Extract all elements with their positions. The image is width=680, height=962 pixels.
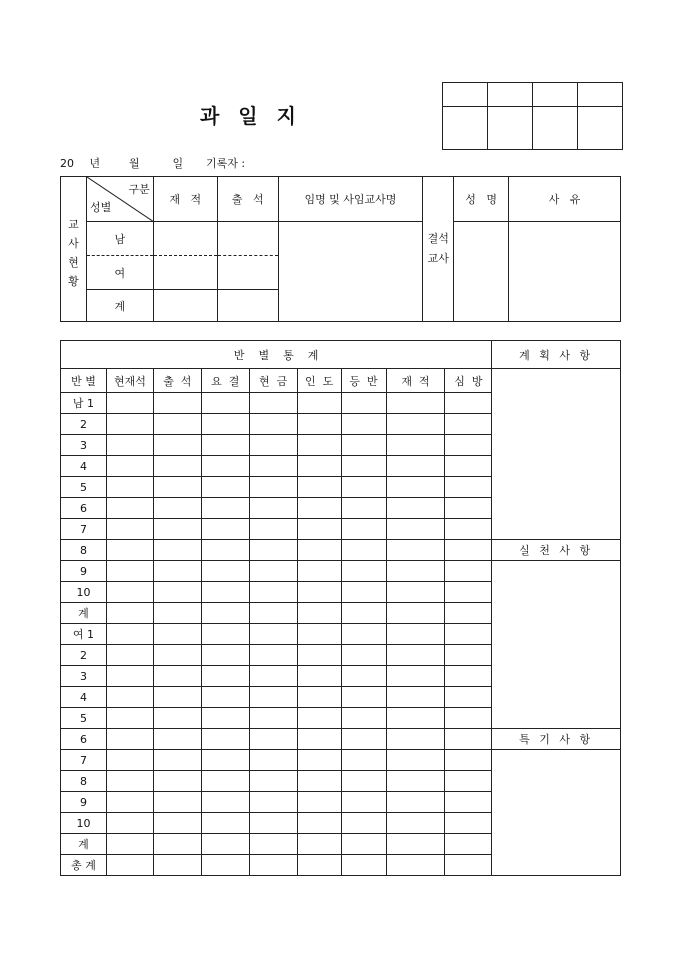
data-cell[interactable] [249,603,297,624]
row-label: 총 계 [61,855,107,876]
data-cell[interactable] [341,792,386,813]
data-cell[interactable] [153,498,201,519]
data-cell[interactable] [106,561,153,582]
data-cell[interactable] [341,414,386,435]
data-cell[interactable] [445,792,492,813]
data-cell[interactable] [386,750,445,771]
data-cell[interactable] [153,687,201,708]
data-cell[interactable] [386,456,445,477]
data-cell[interactable] [445,687,492,708]
data-cell[interactable] [386,729,445,750]
data-cell[interactable] [341,666,386,687]
appointment-cell[interactable] [278,222,423,322]
data-cell[interactable] [249,498,297,519]
data-cell[interactable] [445,498,492,519]
header-enrolled: 재 적 [153,177,217,222]
data-cell[interactable] [297,603,341,624]
data-cell[interactable] [297,771,341,792]
table-row [61,729,621,750]
data-cell[interactable] [201,708,249,729]
row-label: 4 [61,687,107,708]
data-cell[interactable] [341,540,386,561]
row-label: 2 [61,414,107,435]
day-label: 일 [172,157,184,170]
data-cell[interactable] [201,477,249,498]
data-cell[interactable] [201,393,249,414]
data-cell[interactable] [201,519,249,540]
data-cell[interactable] [297,414,341,435]
data-cell[interactable] [445,561,492,582]
data-cell[interactable] [106,456,153,477]
data-cell[interactable] [386,855,445,876]
data-cell[interactable] [386,435,445,456]
data-cell[interactable] [249,624,297,645]
data-cell[interactable] [153,813,201,834]
column-header: 등 반 [341,369,386,393]
row-label: 계 [61,834,107,855]
teacher-status-label [61,177,87,322]
data-cell[interactable] [297,813,341,834]
data-cell[interactable] [445,540,492,561]
data-cell[interactable] [297,666,341,687]
data-cell[interactable] [106,855,153,876]
data-cell[interactable] [106,414,153,435]
column-header: 심 방 [445,369,492,393]
data-cell[interactable] [249,771,297,792]
data-cell[interactable] [297,582,341,603]
row-label-female: 여 [86,256,153,290]
row-label: 9 [61,792,107,813]
data-cell[interactable] [386,834,445,855]
page-title: 과 일 지 [200,104,302,128]
data-cell[interactable] [249,708,297,729]
data-cell[interactable] [445,477,492,498]
approval-cell[interactable] [578,107,623,150]
data-cell[interactable] [249,477,297,498]
row-label: 7 [61,750,107,771]
date-line [60,155,245,171]
absent-line: 교사 [427,252,449,265]
data-cell[interactable] [386,645,445,666]
row-label: 10 [61,582,107,603]
table-row [61,540,621,561]
header-reason: 사 유 [509,177,621,222]
data-cell[interactable] [201,582,249,603]
data-cell[interactable] [249,855,297,876]
data-cell[interactable] [249,813,297,834]
data-cell[interactable] [249,561,297,582]
row-label: 3 [61,435,107,456]
data-cell[interactable] [249,414,297,435]
practice-section-body[interactable] [492,561,621,729]
data-cell[interactable] [106,729,153,750]
row-label-total: 계 [86,290,153,322]
data-cell[interactable] [297,792,341,813]
data-cell[interactable] [386,687,445,708]
data-cell[interactable] [106,792,153,813]
data-cell[interactable] [386,540,445,561]
data-cell[interactable] [386,519,445,540]
data-cell[interactable] [153,540,201,561]
data-cell[interactable] [297,561,341,582]
data-cell[interactable] [297,540,341,561]
class-stats-table [60,340,621,876]
column-header: 요 결 [201,369,249,393]
data-cell[interactable] [249,582,297,603]
data-cell[interactable] [153,477,201,498]
data-cell[interactable] [106,519,153,540]
data-cell[interactable] [386,477,445,498]
data-cell[interactable] [201,603,249,624]
cell[interactable] [153,222,217,256]
data-cell[interactable] [341,603,386,624]
data-cell[interactable] [341,729,386,750]
data-cell[interactable] [106,687,153,708]
data-cell[interactable] [249,435,297,456]
side-char: 현 [68,256,79,269]
data-cell[interactable] [201,561,249,582]
data-cell[interactable] [249,666,297,687]
data-cell[interactable] [201,645,249,666]
data-cell[interactable] [106,708,153,729]
data-cell[interactable] [153,435,201,456]
column-header: 반 별 [61,369,107,393]
data-cell[interactable] [341,624,386,645]
side-char: 사 [68,237,79,250]
column-header: 재 적 [386,369,445,393]
data-cell[interactable] [297,708,341,729]
data-cell[interactable] [249,456,297,477]
data-cell[interactable] [201,624,249,645]
data-cell[interactable] [341,750,386,771]
row-label: 5 [61,477,107,498]
data-cell[interactable] [106,393,153,414]
data-cell[interactable] [153,414,201,435]
data-cell[interactable] [153,855,201,876]
data-cell[interactable] [445,813,492,834]
data-cell[interactable] [297,498,341,519]
year-prefix: 20 [60,157,74,170]
approval-cell[interactable] [488,107,533,150]
data-cell[interactable] [386,708,445,729]
data-cell[interactable] [445,645,492,666]
data-cell[interactable] [297,855,341,876]
data-cell[interactable] [249,687,297,708]
data-cell[interactable] [445,708,492,729]
column-header: 현 금 [249,369,297,393]
approval-cell[interactable] [533,107,578,150]
data-cell[interactable] [201,813,249,834]
data-cell[interactable] [249,393,297,414]
data-cell[interactable] [445,771,492,792]
data-cell[interactable] [201,666,249,687]
data-cell[interactable] [249,540,297,561]
corner-bottom-label: 성별 [89,201,112,214]
data-cell[interactable] [386,498,445,519]
table-row [61,750,621,771]
data-cell[interactable] [201,456,249,477]
data-cell[interactable] [386,813,445,834]
data-cell[interactable] [445,750,492,771]
corner-header [86,177,153,222]
corner-top-label: 구분 [128,183,150,196]
data-cell[interactable] [106,813,153,834]
row-label: 5 [61,708,107,729]
data-cell[interactable] [106,666,153,687]
plan-section-body[interactable] [492,369,621,540]
data-cell[interactable] [153,456,201,477]
data-cell[interactable] [249,834,297,855]
data-cell[interactable] [153,519,201,540]
name-cell[interactable] [454,222,509,322]
row-label: 7 [61,519,107,540]
notes-section-header: 특 기 사 항 [492,729,621,750]
data-cell[interactable] [297,834,341,855]
data-cell[interactable] [341,855,386,876]
column-header: 출 석 [153,369,201,393]
row-label: 8 [61,540,107,561]
data-cell[interactable] [201,855,249,876]
data-cell[interactable] [445,414,492,435]
plan-section-header: 계 획 사 항 [492,341,621,369]
data-cell[interactable] [445,582,492,603]
data-cell[interactable] [106,582,153,603]
data-cell[interactable] [153,708,201,729]
data-cell[interactable] [386,414,445,435]
data-cell[interactable] [297,624,341,645]
cell[interactable] [217,290,278,322]
data-cell[interactable] [249,750,297,771]
data-cell[interactable] [341,456,386,477]
year-label: 년 [89,157,101,170]
data-cell[interactable] [341,498,386,519]
data-cell[interactable] [201,435,249,456]
data-cell[interactable] [106,477,153,498]
data-cell[interactable] [386,666,445,687]
data-cell[interactable] [297,519,341,540]
approval-cell[interactable] [443,107,488,150]
row-label: 여 1 [61,624,107,645]
data-cell[interactable] [106,603,153,624]
row-label: 2 [61,645,107,666]
data-cell[interactable] [341,687,386,708]
data-cell[interactable] [341,708,386,729]
column-header: 현재석 [106,369,153,393]
data-cell[interactable] [297,750,341,771]
data-cell[interactable] [153,834,201,855]
data-cell[interactable] [341,645,386,666]
data-cell[interactable] [106,834,153,855]
data-cell[interactable] [445,603,492,624]
data-cell[interactable] [153,750,201,771]
data-cell[interactable] [297,645,341,666]
data-cell[interactable] [445,456,492,477]
data-cell[interactable] [341,477,386,498]
data-cell[interactable] [249,519,297,540]
data-cell[interactable] [445,435,492,456]
data-cell[interactable] [386,393,445,414]
data-cell[interactable] [106,750,153,771]
data-cell[interactable] [341,813,386,834]
row-label: 3 [61,666,107,687]
data-cell[interactable] [297,393,341,414]
row-label: 6 [61,729,107,750]
data-cell[interactable] [106,771,153,792]
reason-cell[interactable] [509,222,621,322]
row-label: 4 [61,456,107,477]
data-cell[interactable] [297,687,341,708]
data-cell[interactable] [153,582,201,603]
data-cell[interactable] [249,729,297,750]
data-cell[interactable] [297,477,341,498]
approval-cell[interactable] [443,83,488,107]
data-cell[interactable] [445,393,492,414]
data-cell[interactable] [201,834,249,855]
header-name: 성 명 [454,177,509,222]
approval-cell[interactable] [578,83,623,107]
data-cell[interactable] [153,645,201,666]
data-cell[interactable] [106,645,153,666]
notes-section-body[interactable] [492,750,621,876]
data-cell[interactable] [445,855,492,876]
row-label: 계 [61,603,107,624]
data-cell[interactable] [445,834,492,855]
header-appointment: 임명 및 사임교사명 [278,177,423,222]
data-cell[interactable] [106,624,153,645]
data-cell[interactable] [297,435,341,456]
data-cell[interactable] [201,498,249,519]
data-cell[interactable] [153,624,201,645]
data-cell[interactable] [153,666,201,687]
table-row [61,561,621,582]
data-cell[interactable] [153,561,201,582]
data-cell[interactable] [106,435,153,456]
row-label: 남 1 [61,393,107,414]
column-header: 인 도 [297,369,341,393]
class-stats-title: 반 별 통 계 [61,341,492,369]
data-cell[interactable] [153,603,201,624]
teacher-status-table [60,176,621,322]
cell[interactable] [153,256,217,290]
header-attendance: 출 석 [217,177,278,222]
data-cell[interactable] [386,792,445,813]
data-cell[interactable] [386,561,445,582]
data-cell[interactable] [153,393,201,414]
data-cell[interactable] [201,414,249,435]
data-cell[interactable] [249,792,297,813]
data-cell[interactable] [201,771,249,792]
data-cell[interactable] [106,540,153,561]
cell[interactable] [153,290,217,322]
data-cell[interactable] [341,435,386,456]
data-cell[interactable] [201,540,249,561]
side-char: 황 [68,275,79,288]
month-label: 월 [129,157,140,170]
row-label: 9 [61,561,107,582]
data-cell[interactable] [445,729,492,750]
row-label-male: 남 [86,222,153,256]
data-cell[interactable] [153,792,201,813]
approval-cell[interactable] [488,83,533,107]
data-cell[interactable] [341,561,386,582]
approval-cell[interactable] [533,83,578,107]
row-label: 8 [61,771,107,792]
data-cell[interactable] [201,687,249,708]
data-cell[interactable] [445,519,492,540]
data-cell[interactable] [386,603,445,624]
approval-box [442,82,623,150]
cell[interactable] [217,222,278,256]
data-cell[interactable] [386,582,445,603]
data-cell[interactable] [386,624,445,645]
data-cell[interactable] [341,393,386,414]
data-cell[interactable] [201,729,249,750]
data-cell[interactable] [201,750,249,771]
cell[interactable] [217,256,278,290]
practice-section-header: 실 천 사 항 [492,540,621,561]
data-cell[interactable] [341,519,386,540]
absent-teacher-label [423,177,454,322]
data-cell[interactable] [153,771,201,792]
data-cell[interactable] [341,582,386,603]
recorder-label: 기록자 : [206,157,246,170]
row-label: 10 [61,813,107,834]
row-label: 6 [61,498,107,519]
data-cell[interactable] [201,792,249,813]
data-cell[interactable] [386,771,445,792]
data-cell[interactable] [341,771,386,792]
data-cell[interactable] [106,498,153,519]
data-cell[interactable] [297,729,341,750]
absent-line: 결석 [427,232,449,245]
data-cell[interactable] [249,645,297,666]
data-cell[interactable] [445,666,492,687]
data-cell[interactable] [153,729,201,750]
data-cell[interactable] [445,624,492,645]
data-cell[interactable] [341,834,386,855]
side-char: 교 [68,218,79,231]
data-cell[interactable] [297,456,341,477]
